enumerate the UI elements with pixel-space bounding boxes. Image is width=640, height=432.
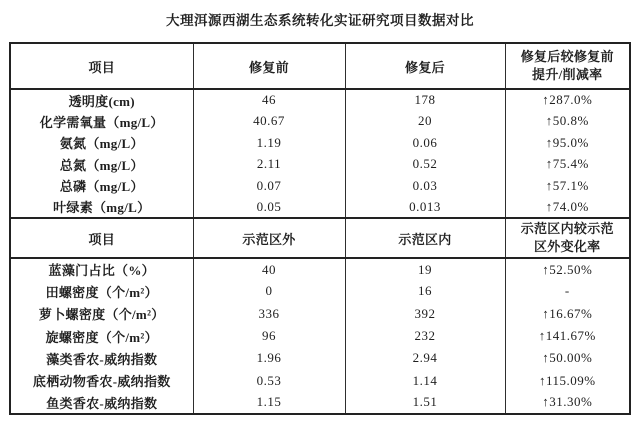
col-header-change-rate-line2: 提升/削减率: [532, 67, 603, 82]
section2-header-row: [10, 218, 630, 258]
cell-outside-value: 96: [193, 325, 345, 347]
cell-outside-value: 336: [193, 303, 345, 325]
cell-inside-value: 232: [345, 325, 505, 347]
cell-inside-value: 2.94: [345, 347, 505, 369]
table-row: [10, 111, 630, 133]
cell-after-value: 178: [345, 89, 505, 111]
cell-before-value: 40.67: [193, 111, 345, 133]
cell-inside-value: 1.51: [345, 392, 505, 414]
table-row: [10, 132, 630, 154]
row-label: 萝卜螺密度（个/m²）: [10, 303, 193, 325]
cell-after-value: 0.52: [345, 154, 505, 176]
cell-outside-value: 0: [193, 280, 345, 302]
cell-before-value: 1.19: [193, 132, 345, 154]
cell-change-rate: ↑141.67%: [505, 325, 630, 347]
row-label: 旋螺密度（个/m²）: [10, 325, 193, 347]
cell-change-rate: ↑74.0%: [505, 197, 630, 219]
col-header-item: 项目: [10, 218, 193, 258]
col-header-item: 项目: [10, 43, 193, 89]
row-label: 透明度(cm): [10, 89, 193, 111]
cell-before-value: 2.11: [193, 154, 345, 176]
cell-inside-value: 392: [345, 303, 505, 325]
cell-inside-value: 1.14: [345, 369, 505, 391]
table-row: [10, 325, 630, 347]
data-comparison-table: [9, 42, 631, 415]
table-row: [10, 347, 630, 369]
row-label: 总磷（mg/L）: [10, 175, 193, 197]
table-row: [10, 258, 630, 280]
row-label: 氨氮（mg/L）: [10, 132, 193, 154]
col-header-outside-zone: 示范区外: [193, 218, 345, 258]
row-label: 化学需氧量（mg/L）: [10, 111, 193, 133]
cell-change-rate: ↑287.0%: [505, 89, 630, 111]
cell-change-rate: ↑50.00%: [505, 347, 630, 369]
col-header-after-restoration: 修复后: [345, 43, 505, 89]
cell-before-value: 0.07: [193, 175, 345, 197]
cell-change-rate: ↑16.67%: [505, 303, 630, 325]
cell-outside-value: 1.96: [193, 347, 345, 369]
table-row: [10, 197, 630, 219]
cell-outside-value: 40: [193, 258, 345, 280]
page-title: 大理洱源西湖生态系统转化实证研究项目数据对比: [166, 13, 474, 28]
row-label: 藻类香农-威纳指数: [10, 347, 193, 369]
cell-change-rate: ↑95.0%: [505, 132, 630, 154]
row-label: 田螺密度（个/m²）: [10, 280, 193, 302]
row-label: 蓝藻门占比（%）: [10, 258, 193, 280]
cell-change-rate: ↑57.1%: [505, 175, 630, 197]
cell-change-rate: ↑31.30%: [505, 392, 630, 414]
row-label: 总氮（mg/L）: [10, 154, 193, 176]
table-row: [10, 369, 630, 391]
cell-inside-value: 16: [345, 280, 505, 302]
cell-before-value: 0.05: [193, 197, 345, 219]
col-header-before-restoration: 修复前: [193, 43, 345, 89]
cell-change-rate: ↑75.4%: [505, 154, 630, 176]
cell-outside-value: 0.53: [193, 369, 345, 391]
col-header-inside-zone: 示范区内: [345, 218, 505, 258]
cell-change-rate: ↑50.8%: [505, 111, 630, 133]
cell-after-value: 0.03: [345, 175, 505, 197]
cell-inside-value: 19: [345, 258, 505, 280]
col-header-zone-change-rate-line1: 示范区内较示范: [520, 221, 614, 236]
table-row: [10, 154, 630, 176]
table-row: [10, 280, 630, 302]
row-label: 底栖动物香农-威纳指数: [10, 369, 193, 391]
table-row: [10, 89, 630, 111]
table-row: [10, 175, 630, 197]
cell-change-rate: ↑115.09%: [505, 369, 630, 391]
row-label: 鱼类香农-威纳指数: [10, 392, 193, 414]
col-header-change-rate: [505, 43, 630, 89]
col-header-zone-change-rate: [505, 218, 630, 258]
cell-after-value: 0.06: [345, 132, 505, 154]
cell-after-value: 0.013: [345, 197, 505, 219]
table-row: [10, 303, 630, 325]
cell-change-rate: ↑52.50%: [505, 258, 630, 280]
cell-after-value: 20: [345, 111, 505, 133]
col-header-zone-change-rate-line2: 区外变化率: [533, 239, 601, 254]
cell-change-rate: -: [505, 280, 630, 302]
row-label: 叶绿素（mg/L）: [10, 197, 193, 219]
col-header-change-rate-line1: 修复后较修复前: [520, 49, 614, 64]
table-row: [10, 392, 630, 414]
cell-outside-value: 1.15: [193, 392, 345, 414]
cell-before-value: 46: [193, 89, 345, 111]
section1-header-row: [10, 43, 630, 89]
